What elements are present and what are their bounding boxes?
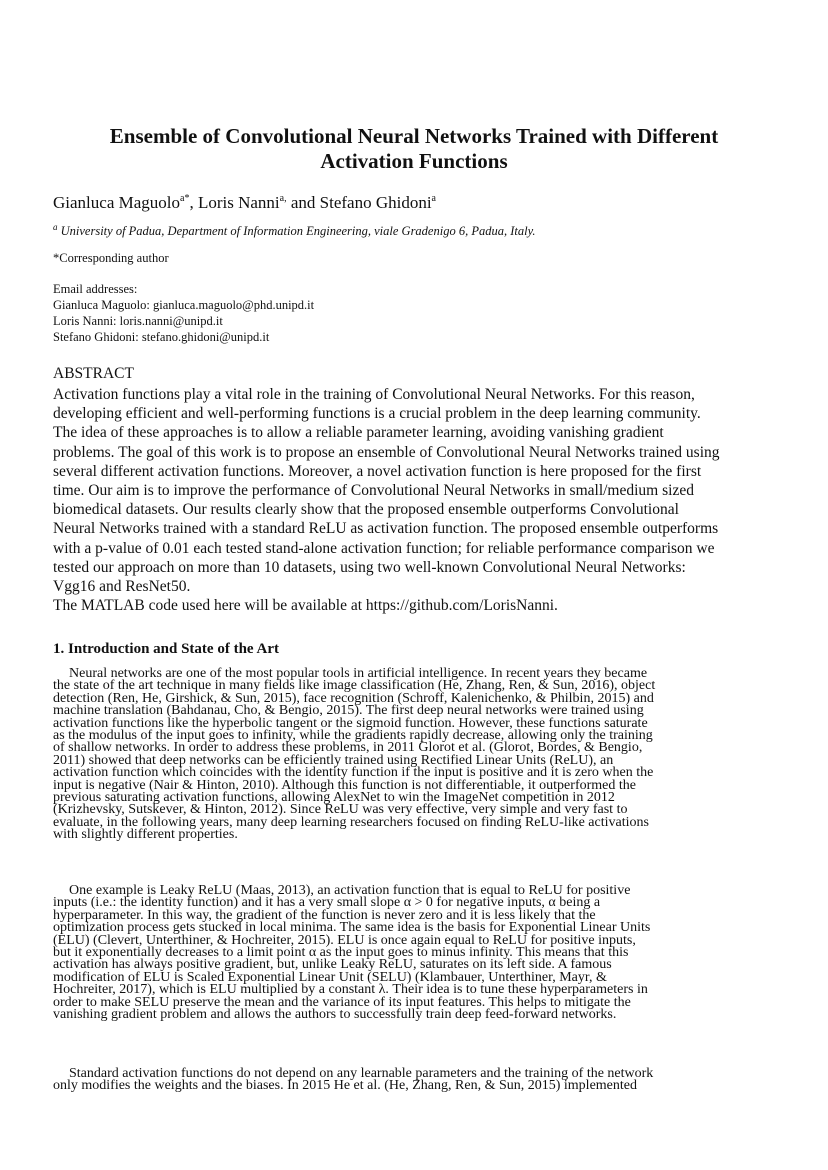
abstract-line: The MATLAB code used here will be available at https://github.com/LorisNanni.: [53, 597, 558, 615]
abstract-line: tested our approach on more than 10 datasets, using two well-known Convolutional Neural Networks:: [53, 558, 686, 576]
intro-paragraph-2: [53, 885, 775, 1021]
affiliation-text: University of Padua, Department of Information Engineering, viale Gradenigo 6, Padua, Italy.: [57, 224, 536, 238]
email-line: Gianluca Maguolo: gianluca.maguolo@phd.unipd.it: [53, 298, 315, 312]
paragraph-line: Hochreiter, 2017), which is ELU multiplied by a constant λ. Their idea is to tune these hyperparameters in: [53, 982, 648, 998]
paragraph-line: previous saturating activation functions, allowing AlexNet to win the ImageNet competition in 2012: [53, 790, 615, 806]
intro-paragraph-3: [53, 1068, 775, 1093]
paragraph-line: 2011) showed that deep networks can be efficiently trained using Rectified Linear Units (ReLU), an: [53, 752, 614, 768]
email-heading: Email addresses:: [53, 282, 138, 296]
paragraph-line: order to make SELU preserve the mean and the variance of its input features. This helps to mitigate the: [53, 994, 631, 1010]
paragraph-line: Standard activation functions do not depend on any learnable parameters and the training of the network: [69, 1066, 654, 1081]
abstract-body: [53, 385, 773, 615]
abstract-line: Vgg16 and ResNet50.: [53, 578, 191, 596]
title-line-2: Activation Functions: [320, 149, 508, 173]
affiliation-mark: a: [53, 222, 58, 232]
email-addresses: [53, 281, 314, 345]
paragraph-line: evaluate, in the following years, many deep learning researchers focused on finding ReLU-like activations: [53, 814, 649, 830]
intro-paragraph-1: [53, 668, 775, 842]
abstract-line: with a p-value of 0.01 each tested stand-alone activation function; for reliable performance comparison we: [53, 539, 715, 557]
author-list: [53, 188, 436, 214]
abstract-line: several different activation functions. Moreover, a novel activation function is here proposed for the first: [53, 462, 702, 480]
abstract-line: biomedical datasets. Our results clearly show that the proposed ensemble outperforms Convolutional: [53, 501, 679, 519]
author-separator: ,: [189, 193, 198, 212]
paragraph-line: of shallow networks. In order to address these problems, in 2011 Glorot et al. (Glorot, Bordes, & Bengio,: [53, 740, 643, 756]
section-heading: 1. Introduction and State of the Art: [53, 641, 279, 657]
paragraph-line: (ELU) (Clevert, Unterthiner, & Hochreiter, 2015). ELU is once again equal to ReLU for positive inputs,: [53, 932, 636, 948]
abstract-line: Neural Networks trained with a standard ReLU as activation function. The proposed ensemble outperforms: [53, 520, 719, 538]
email-line: Loris Nanni: loris.nanni@unipd.it: [53, 314, 223, 328]
author-separator: and: [286, 193, 320, 212]
abstract-line: Activation functions play a vital role in the training of Convolutional Neural Networks. For this reason,: [53, 386, 695, 403]
abstract-line: time. Our aim is to improve the performance of Convolutional Neural Networks in small/medium sized: [53, 482, 694, 500]
title-line-1: Ensemble of Convolutional Neural Networks Trained with Different: [109, 124, 719, 148]
paragraph-line: hyperparameter. In this way, the gradient of the function is never zero and it is less likely that the: [53, 907, 596, 923]
affiliation: [53, 219, 536, 240]
email-line: Stefano Ghidoni: stefano.ghidoni@unipd.it: [53, 330, 270, 344]
author-name: Stefano Ghidoni: [319, 193, 432, 212]
paragraph-line: activation functions like the hyperbolic tangent or the sigmoid function. However, these functions saturate: [53, 715, 648, 731]
paragraph-line: the state of the art technique in many fields like image classification (He, Zhang, Ren, & Sun, 2016), object: [53, 678, 656, 694]
abstract-line: problems. The goal of this work is to propose an ensemble of Convolutional Neural Networks trained using: [53, 443, 720, 461]
corresponding-author-note: *Corresponding author: [53, 251, 169, 265]
paragraph-line: vanishing gradient problem and allows the authors to successfully train deep feed-forward networks.: [53, 1007, 617, 1023]
paragraph-line: machine translation (Bahdanau, Cho, & Bengio, 2015). The first deep neural networks were trained using: [53, 703, 644, 719]
paragraph-line: with slightly different properties.: [53, 827, 238, 843]
paragraph-line: input is negative (Nair & Hinton, 2010). Although this function is not differentiable, it outperformed the: [53, 777, 636, 793]
paragraph-line: Neural networks are one of the most popular tools in artificial intelligence. In recent years they became: [69, 666, 648, 681]
paragraph-line: modification of ELU is Scaled Exponential Linear Unit (SELU) (Klambauer, Unterthiner, Mayr, &: [53, 969, 607, 985]
author-name: Gianluca Maguolo: [53, 193, 180, 212]
paragraph-line: One example is Leaky ReLU (Maas, 2013), an activation function that is equal to ReLU for positive: [69, 883, 631, 898]
paragraph-line: detection (Ren, He, Girshick, & Sun, 2015), face recognition (Schroff, Kalenichenko, & Philbin, 2015) and: [53, 690, 654, 706]
paragraph-line: (Krizhevsky, Sutskever, & Hinton, 2012). Since ReLU was very effective, very simple and very fast to: [53, 802, 628, 818]
paragraph-line: as the modulus of the input goes to infinity, while the gradients rapidly decrease, allowing only the training: [53, 728, 653, 744]
author-name: Loris Nanni: [197, 193, 280, 212]
paper-title: [60, 124, 768, 174]
paragraph-line: activation function which coincides with the identity function if the input is positive and it is zero when the: [53, 765, 654, 781]
author-affiliation-mark: a*: [180, 193, 190, 204]
abstract-line: The idea of these approaches is to allow a reliable parameter learning, avoiding vanishing gradient: [53, 424, 664, 442]
abstract-heading: ABSTRACT: [53, 365, 134, 382]
paragraph-line: optimization process gets stucked in local minima. The same idea is the basis for Exponential Linear Units: [53, 920, 651, 936]
paragraph-line: activation has always positive gradient, but, unlike Leaky ReLU, saturates on its left side. A famous: [53, 957, 612, 973]
paragraph-line: only modifies the weights and the biases. In 2015 He et al. (He, Zhang, Ren, & Sun, 2015) implemented: [53, 1078, 637, 1094]
paragraph-line: but it exponentially decreases to a limit point α as the input goes to minus infinity. This means that this: [53, 945, 629, 961]
abstract-line: developing efficient and well-performing functions is a crucial problem in the deep learning community.: [53, 405, 701, 423]
author-affiliation-mark: a,: [279, 193, 287, 204]
paragraph-line: inputs (i.e.: the identity function) and it has a very small slope α > 0 for negative inputs, α being a: [53, 895, 601, 911]
author-affiliation-mark: a: [431, 193, 436, 204]
